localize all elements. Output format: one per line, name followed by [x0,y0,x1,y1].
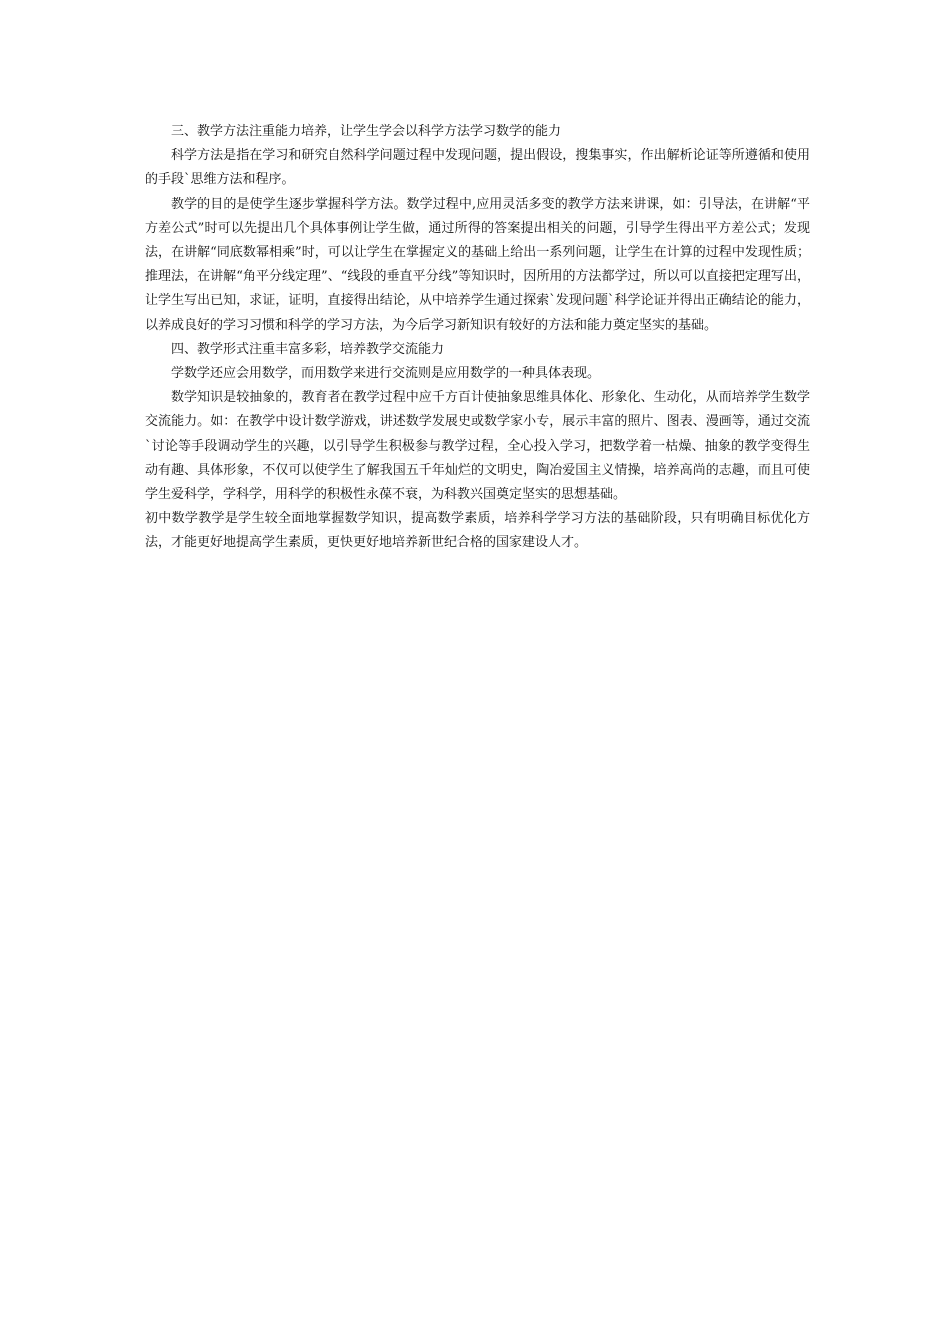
paragraph-scientific-method: 科学方法是指在学习和研究自然科学问题过程中发现问题，提出假设，搜集事实，作出解析论证等所遵循和使用的手段`思维方法和程序。 [145,148,810,188]
paragraph-use-math: 学数学还应会用数学，而用数学来进行交流则是应用数学的一种具体表现。 [171,366,601,382]
paragraph-math-knowledge: 数学知识是较抽象的，教育者在教学过程中应千方百计使抽象思维具体化、形象化、生动化，从而培养学生数学交流能力。如：在教学中设计数学游戏，讲述数学发展史或数学家小专，展示丰富的照片、图表、漫画等，通过交流`讨论等手段调动学生的兴趣，以引导学生积极参与教学过程，全心投入学习，把数学着一枯燥、抽象的教学变得生动有趣、具体形象，不仅可以使学生了解我国五千年灿烂的文明史，陶冶爱国主义情操，培养高尚的志趣，而且可使学生爱科学，学科学，用科学的积极性永葆不衰，为科教兴国奠定坚实的思想基础。 [145,390,810,503]
document-body [145,120,810,556]
paragraph-teaching-purpose: 教学的目的是使学生逐步掌握科学方法。数学过程中,应用灵活多变的教学方法来讲课，如：引导法，在讲解“平方差公式”时可以先提出几个具体事例让学生做，通过所得的答案提出相关的问题，引导学生得出平方差公式；发现法，在讲解“同底数幂相乘”时，可以让学生在掌握定义的基础上给出一系列问题，让学生在计算的过程中发现性质；推理法，在讲解“角平分线定理”、“线段的垂直平分线”等知识时，因所用的方法都学过，所以可以直接把定理写出，让学生写出已知，求证，证明，直接得出结论，从中培养学生通过探索`发现问题`科学论证并得出正确结论的能力，以养成良好的学习习惯和科学的学习方法，为今后学习新知识有较好的方法和能力奠定坚实的基础。 [145,196,810,333]
section-heading-4: 四、教学形式注重丰富多彩，培养教学交流能力 [171,341,445,357]
section-heading-3: 三、教学方法注重能力培养，让学生学会以科学方法学习数学的能力 [171,124,562,139]
paragraph-conclusion: 初中数学教学是学生较全面地掌握数学知识，提高数学素质，培养科学学习方法的基础阶段，只有明确目标优化方法，才能更好地提高学生素质，更快更好地培养新世纪合格的国家建设人才。 [145,511,810,551]
